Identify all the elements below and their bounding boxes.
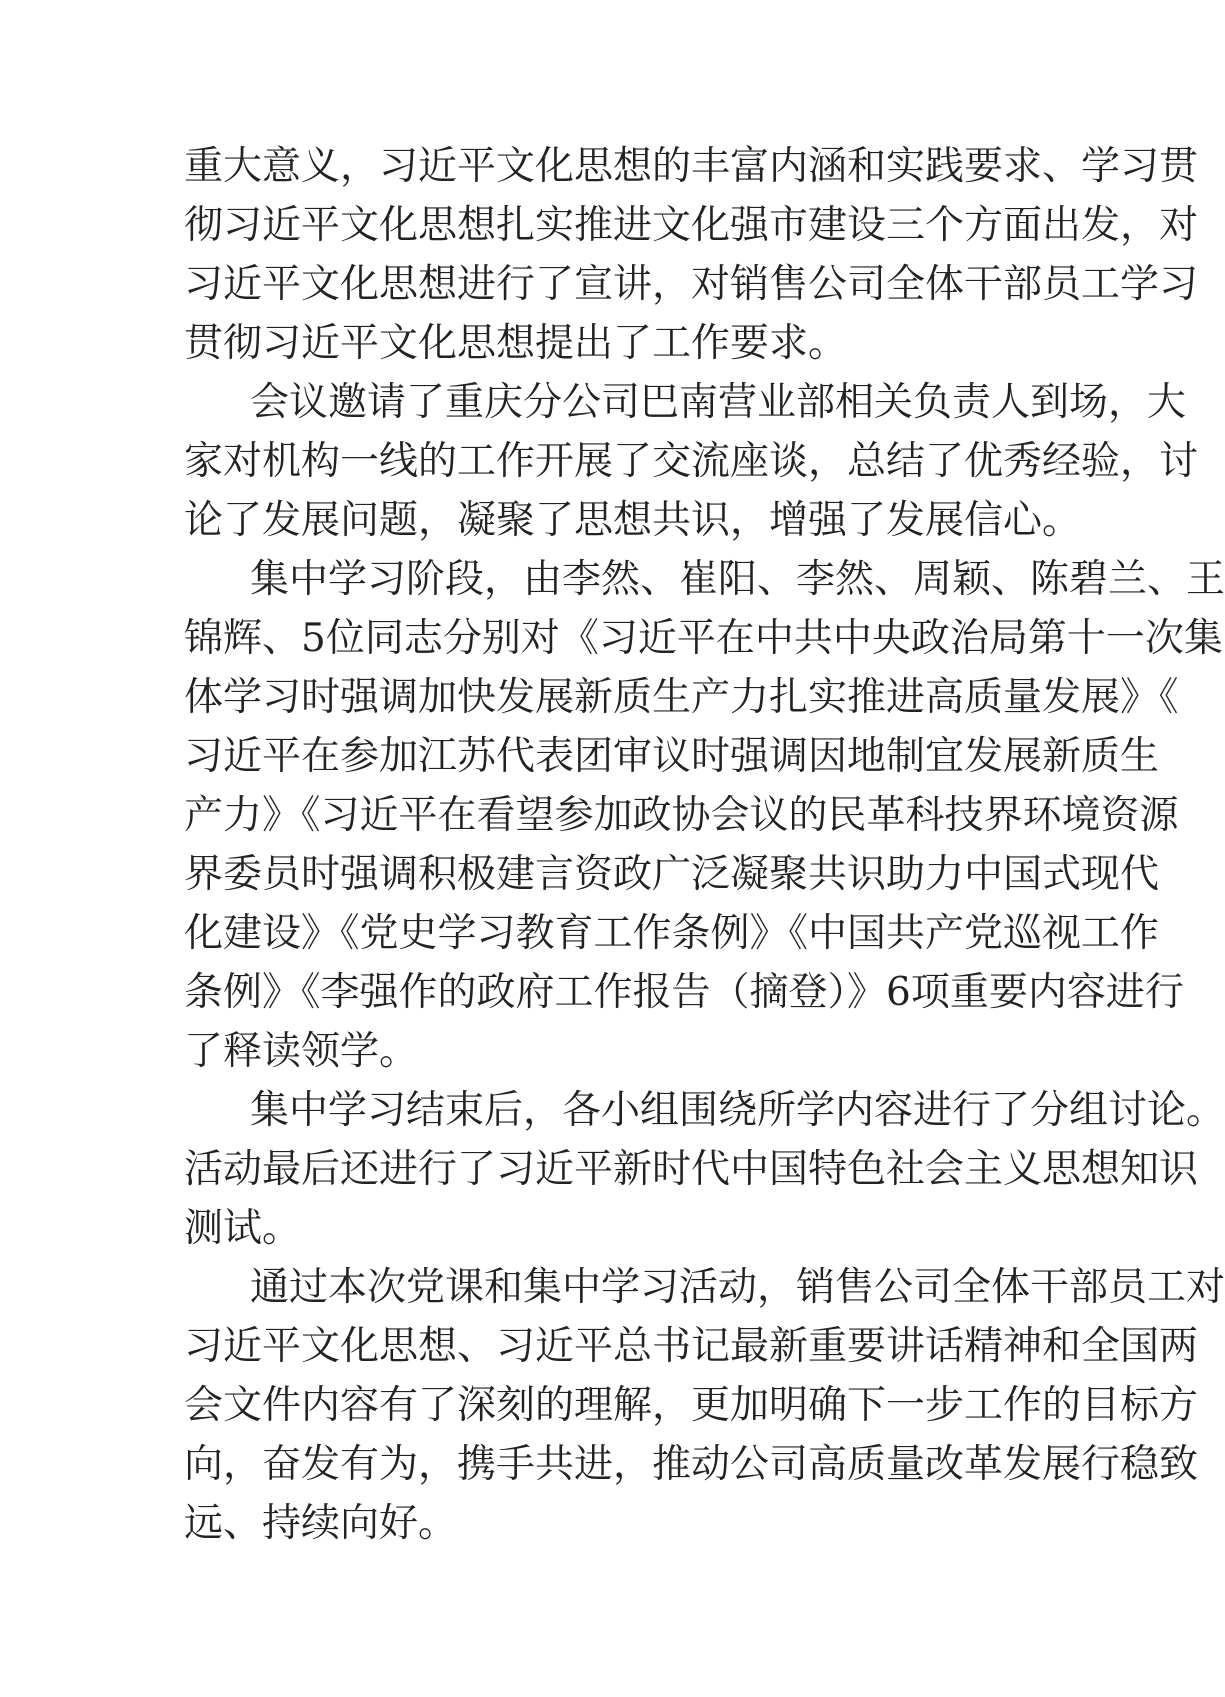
text-line: 家对机构一线的工作开展了交流座谈，总结了优秀经验，讨 <box>184 439 1199 484</box>
text-line: 产力》《习近平在看望参加政协会议的民革科技界环境资源 <box>184 793 1179 838</box>
text-line: 条例》《李强作的政府工作报告（摘登）》6项重要内容进行 <box>184 970 1184 1015</box>
text-line: 重大意义，习近平文化思想的丰富内涵和实践要求、学习贯 <box>184 144 1199 189</box>
text-line: 习近平在参加江苏代表团审议时强调因地制宜发展新质生 <box>184 734 1160 779</box>
text-line: 化建设》《党史学习教育工作条例》《中国共产党巡视工作 <box>184 911 1160 956</box>
text-line: 测试。 <box>184 1206 302 1251</box>
text-line: 远、持续向好。 <box>184 1501 458 1546</box>
text-line: 向，奋发有为，携手共进，推动公司高质量改革发展行稳致 <box>184 1442 1199 1487</box>
text-line: 贯彻习近平文化思想提出了工作要求。 <box>184 321 848 366</box>
text-line: 活动最后还进行了习近平新时代中国特色社会主义思想知识 <box>184 1147 1199 1192</box>
text-line: 锦辉、5位同志分别对《习近平在中共中央政治局第十一次集 <box>184 616 1223 661</box>
text-line: 论了发展问题，凝聚了思想共识，增强了发展信心。 <box>184 498 1082 543</box>
paragraph-first-line: 会议邀请了重庆分公司巴南营业部相关负责人到场，大 <box>250 380 1187 425</box>
text-line: 彻习近平文化思想扎实推进文化强市建设三个方面出发，对 <box>184 203 1199 248</box>
text-line: 界委员时强调积极建言资政广泛凝聚共识助力中国式现代 <box>184 852 1160 897</box>
text-line: 习近平文化思想、习近平总书记最新重要讲话精神和全国两 <box>184 1324 1199 1369</box>
text-line: 习近平文化思想进行了宣讲，对销售公司全体干部员工学习 <box>184 262 1199 307</box>
paragraph-first-line: 集中学习阶段，由李然、崔阳、李然、周颖、陈碧兰、王 <box>250 557 1225 602</box>
text-line: 会文件内容有了深刻的理解，更加明确下一步工作的目标方 <box>184 1383 1199 1428</box>
paragraph-first-line: 集中学习结束后，各小组围绕所学内容进行了分组讨论。 <box>250 1088 1225 1133</box>
text-line: 了释读领学。 <box>184 1029 419 1074</box>
paragraph-first-line: 通过本次党课和集中学习活动，销售公司全体干部员工对 <box>250 1265 1225 1310</box>
text-line: 体学习时强调加快发展新质生产力扎实推进高质量发展》《 <box>184 675 1179 720</box>
